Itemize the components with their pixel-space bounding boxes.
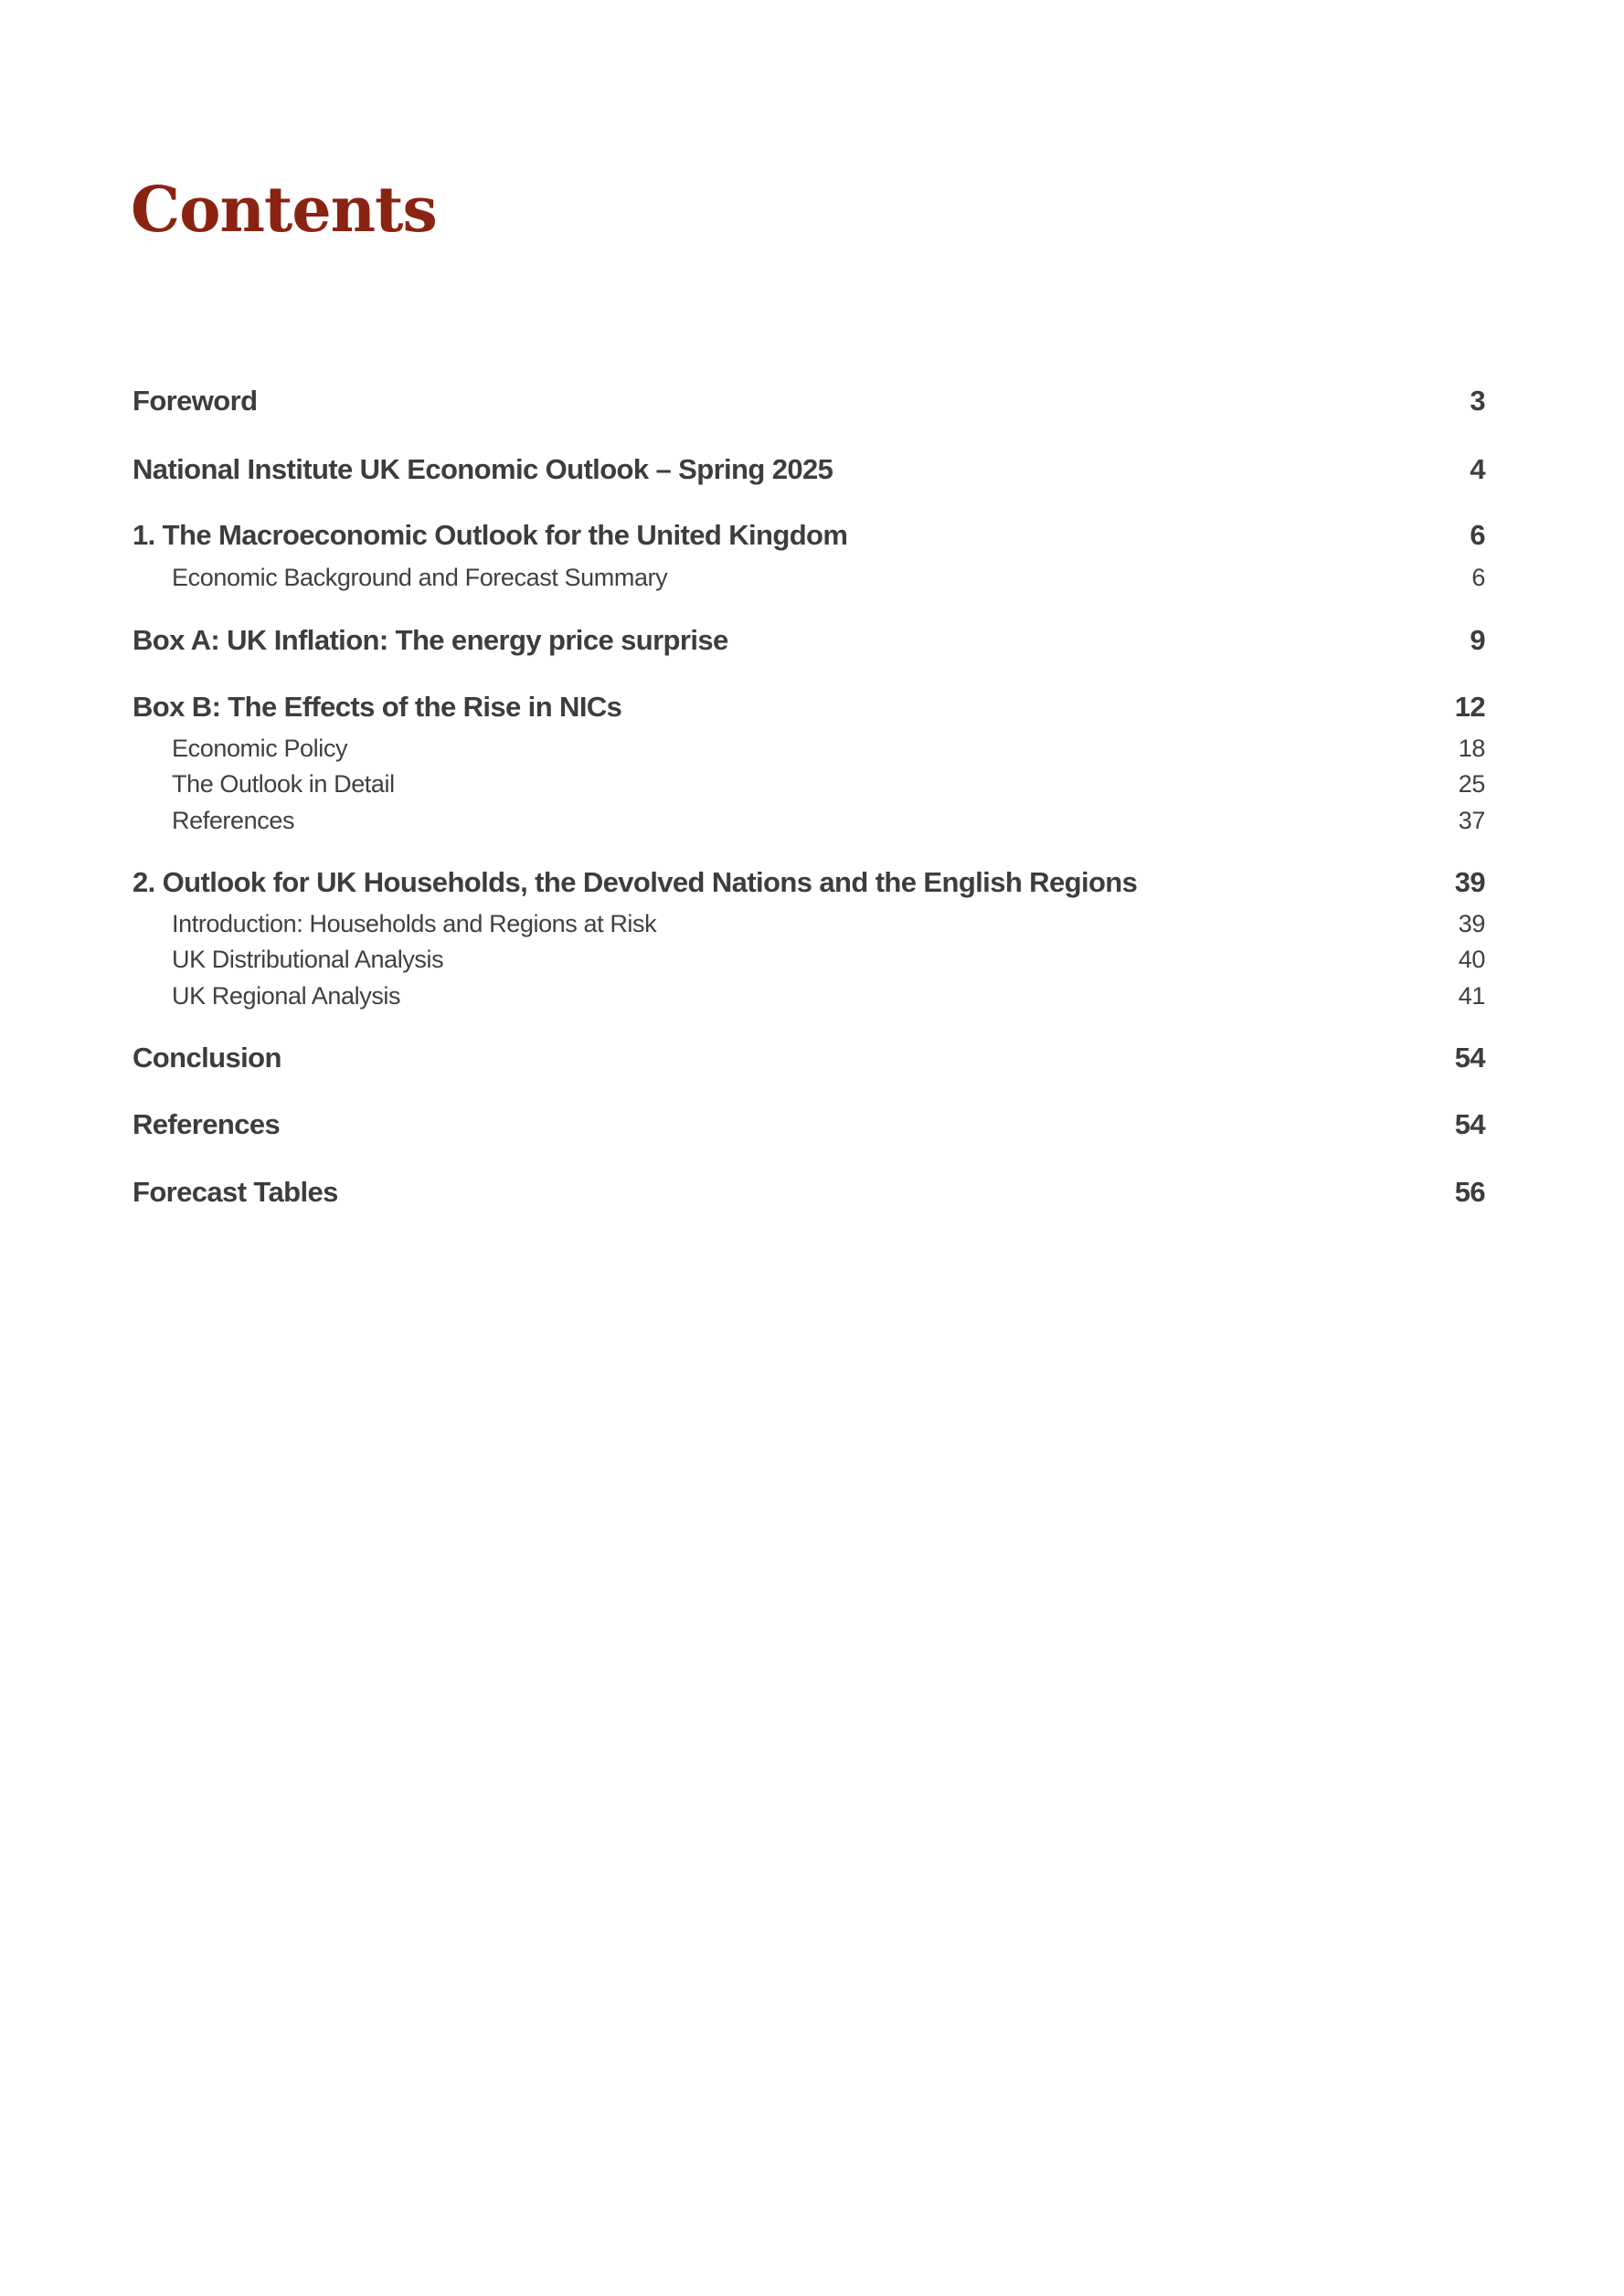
toc-subentry-introduction[interactable] [133, 905, 1485, 942]
toc-entry-national-institute-outlook[interactable] [133, 451, 1485, 488]
toc-entry-label[interactable]: Forecast Tables [133, 1176, 338, 1208]
toc-entry-label[interactable]: UK Regional Analysis [172, 981, 401, 1010]
toc-subentry-economic-policy[interactable] [133, 730, 1485, 767]
toc-entry-chapter-2[interactable] [133, 864, 1485, 901]
toc-entry-page: 40 [1458, 945, 1485, 973]
toc-entry-box-a[interactable] [133, 622, 1485, 659]
toc-entry-conclusion[interactable] [133, 1040, 1485, 1076]
toc-entry-page: 39 [1454, 866, 1485, 898]
toc-entry-forecast-tables[interactable] [133, 1174, 1485, 1211]
toc-entry-page: 4 [1470, 453, 1485, 485]
toc-entry-label[interactable]: References [172, 806, 295, 834]
toc-entry-page: 37 [1458, 806, 1485, 834]
toc-entry-label[interactable]: Foreword [133, 385, 258, 417]
toc-entry-page: 41 [1458, 981, 1485, 1010]
toc-subentry-economic-background[interactable] [133, 559, 1485, 596]
toc-entry-label[interactable]: National Institute UK Economic Outlook – Spring 2025 [133, 453, 833, 485]
toc-entry-page: 9 [1470, 624, 1485, 656]
toc-entry-page: 6 [1470, 519, 1485, 551]
toc-entry-page: 56 [1454, 1176, 1485, 1208]
toc-subentry-regional-analysis[interactable] [133, 978, 1485, 1014]
toc-entry-foreword[interactable] [133, 383, 1485, 419]
toc-entry-label[interactable]: Economic Background and Forecast Summary [172, 563, 668, 591]
toc-entry-references[interactable] [133, 1106, 1485, 1143]
toc-entry-label[interactable]: Introduction: Households and Regions at Risk [172, 909, 657, 937]
toc-entry-label[interactable]: 2. Outlook for UK Households, the Devolved Nations and the English Regions [133, 866, 1138, 898]
toc-entry-page: 18 [1458, 734, 1485, 762]
toc-entry-label[interactable]: References [133, 1108, 281, 1140]
toc-entry-chapter-1[interactable] [133, 517, 1485, 554]
toc-entry-label[interactable]: The Outlook in Detail [172, 769, 395, 798]
toc-entry-page: 6 [1471, 563, 1485, 591]
toc-entry-label[interactable]: Economic Policy [172, 734, 348, 762]
toc-entry-page: 54 [1454, 1042, 1485, 1074]
table-of-contents [133, 0, 1485, 2296]
toc-entry-page: 3 [1470, 385, 1485, 417]
toc-entry-label[interactable]: 1. The Macroeconomic Outlook for the United Kingdom [133, 519, 848, 551]
toc-entry-box-b[interactable] [133, 689, 1485, 725]
toc-entry-page: 39 [1458, 909, 1485, 937]
toc-entry-page: 54 [1454, 1108, 1485, 1140]
toc-subentry-references[interactable] [133, 802, 1485, 839]
toc-subentry-distributional-analysis[interactable] [133, 941, 1485, 978]
toc-entry-label[interactable]: Conclusion [133, 1042, 281, 1074]
toc-entry-page: 25 [1458, 769, 1485, 798]
toc-entry-label[interactable]: Box B: The Effects of the Rise in NICs [133, 691, 622, 723]
toc-subentry-outlook-in-detail[interactable] [133, 766, 1485, 802]
toc-entry-label[interactable]: Box A: UK Inflation: The energy price surprise [133, 624, 728, 656]
toc-entry-page: 12 [1454, 691, 1485, 723]
toc-entry-label[interactable]: UK Distributional Analysis [172, 945, 444, 973]
page-title: Contents [131, 174, 437, 247]
